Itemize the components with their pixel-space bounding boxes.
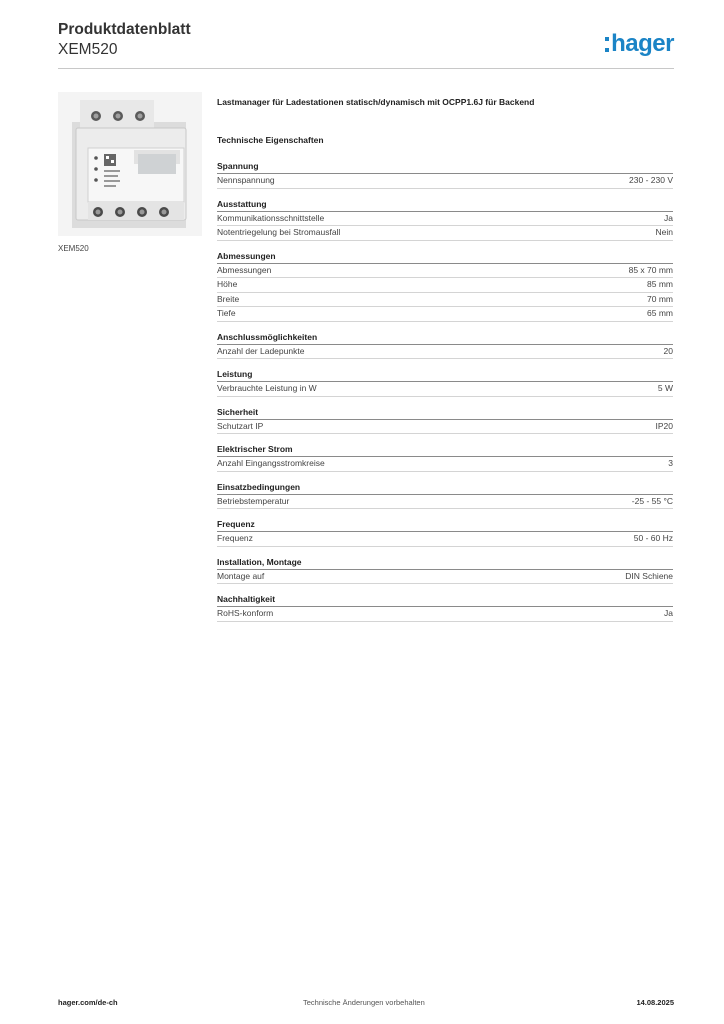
spec-row: [217, 420, 673, 435]
technical-properties-heading: Technische Eigenschaften: [217, 135, 324, 145]
spec-label: Tiefe: [217, 308, 236, 318]
spec-label: RoHS-konform: [217, 608, 274, 618]
spec-section: [217, 331, 673, 360]
page-footer: [58, 998, 674, 1007]
spec-section: [217, 518, 673, 547]
spec-section-title: Installation, Montage: [217, 556, 673, 570]
spec-row: [217, 278, 673, 293]
hager-logo: [605, 30, 674, 58]
spec-label: Verbrauchte Leistung in W: [217, 383, 317, 393]
spec-row: [217, 212, 673, 227]
footer-date: 14.08.2025: [636, 998, 674, 1007]
spec-section: [217, 250, 673, 322]
spec-label: Höhe: [217, 279, 238, 289]
spec-section-title: Nachhaltigkeit: [217, 593, 673, 607]
spec-label: Breite: [217, 293, 240, 304]
spec-label: Nennspannung: [217, 175, 275, 185]
spec-section: [217, 481, 673, 510]
product-image: [58, 92, 202, 236]
spec-row: [217, 345, 673, 360]
spec-section-title: Anschlussmöglichkeiten: [217, 331, 673, 345]
spec-value: Nein: [655, 227, 673, 237]
spec-label: Anzahl der Ladepunkte: [217, 345, 305, 356]
spec-value: 70 mm: [647, 293, 673, 304]
spec-section-title: Abmessungen: [217, 250, 673, 264]
spec-row: [217, 532, 673, 547]
spec-section-title: Leistung: [217, 368, 673, 382]
spec-section: [217, 443, 673, 472]
spec-row: [217, 264, 673, 279]
specification-content: [217, 96, 673, 631]
document-title: Produktdatenblatt: [58, 21, 191, 38]
spec-section-title: Elektrischer Strom: [217, 443, 673, 457]
spec-value: 50 - 60 Hz: [633, 533, 673, 543]
spec-row: [217, 293, 673, 308]
spec-label: Betriebstemperatur: [217, 495, 290, 506]
spec-row: [217, 495, 673, 510]
spec-value: IP20: [655, 420, 673, 431]
image-caption: XEM520: [58, 244, 89, 253]
product-headline: Lastmanager für Ladestationen statisch/dynamisch mit OCPP1.6J für Backend: [217, 97, 535, 107]
spec-value: 65 mm: [647, 308, 673, 318]
spec-sections: [217, 160, 673, 622]
spec-section-title: Spannung: [217, 160, 673, 174]
footer-website-link[interactable]: hager.com/de-ch: [58, 998, 118, 1007]
spec-row: [217, 226, 673, 241]
spec-row: [217, 457, 673, 472]
spec-row: [217, 382, 673, 397]
spec-row: [217, 174, 673, 189]
product-code: XEM520: [58, 41, 118, 58]
spec-row: [217, 607, 673, 622]
spec-row: [217, 307, 673, 322]
spec-section-title: Einsatzbedingungen: [217, 481, 673, 495]
spec-value: Ja: [664, 608, 673, 618]
spec-value: 3: [668, 458, 673, 468]
logo-dots-icon: [605, 37, 609, 52]
spec-value: 5 W: [657, 383, 673, 393]
spec-section: [217, 556, 673, 585]
spec-section: [217, 406, 673, 435]
footer-notice: Technische Änderungen vorbehalten: [303, 998, 425, 1007]
spec-value: -25 - 55 °C: [631, 495, 673, 506]
spec-label: Kommunikationsschnittstelle: [217, 212, 325, 223]
spec-value: DIN Schiene: [625, 570, 673, 581]
spec-label: Notentriegelung bei Stromausfall: [217, 227, 341, 237]
spec-label: Frequenz: [217, 533, 253, 543]
spec-row: [217, 570, 673, 585]
spec-label: Abmessungen: [217, 264, 272, 275]
spec-section-title: Sicherheit: [217, 406, 673, 420]
spec-label: Schutzart IP: [217, 420, 264, 431]
spec-value: 20: [663, 345, 673, 356]
spec-section-title: Ausstattung: [217, 198, 673, 212]
spec-section: [217, 593, 673, 622]
spec-label: Montage auf: [217, 570, 265, 581]
spec-value: 85 x 70 mm: [628, 264, 673, 275]
spec-label: Anzahl Eingangsstromkreise: [217, 458, 325, 468]
spec-section: [217, 160, 673, 189]
spec-value: 85 mm: [647, 279, 673, 289]
spec-value: 230 - 230 V: [629, 175, 673, 185]
spec-section: [217, 368, 673, 397]
spec-section-title: Frequenz: [217, 518, 673, 532]
logo-text: hager: [611, 30, 674, 57]
page-header: [58, 20, 674, 70]
spec-value: Ja: [664, 212, 673, 223]
header-divider: [58, 68, 674, 69]
spec-section: [217, 198, 673, 241]
